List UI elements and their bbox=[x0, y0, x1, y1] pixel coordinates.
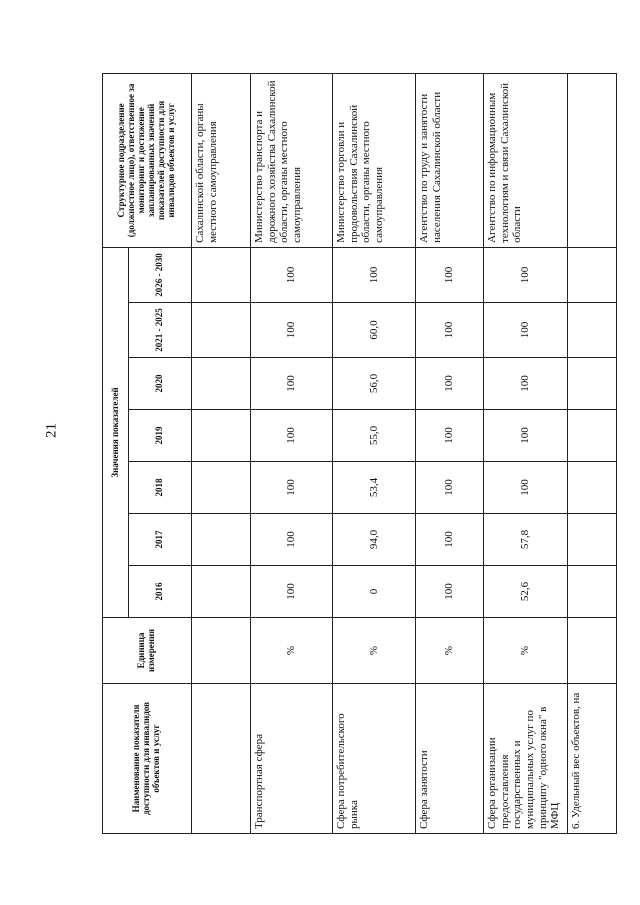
row-unit bbox=[568, 618, 617, 684]
row-value: 100 bbox=[484, 462, 568, 514]
row-value: 57,8 bbox=[484, 514, 568, 566]
row-value: 100 bbox=[416, 303, 484, 358]
row-value: 56,0 bbox=[333, 358, 416, 410]
row-value bbox=[192, 303, 251, 358]
table-row bbox=[251, 73, 333, 833]
row-name: Сфера занятости bbox=[416, 684, 484, 834]
row-value: 100 bbox=[251, 410, 333, 462]
table-row bbox=[568, 73, 617, 833]
row-name: Сфера потребительского рынка bbox=[333, 684, 416, 834]
row-name: Транспортная сфера bbox=[251, 684, 333, 834]
row-unit: % bbox=[251, 618, 333, 684]
row-value bbox=[568, 358, 617, 410]
row-unit bbox=[192, 618, 251, 684]
row-value: 94,0 bbox=[333, 514, 416, 566]
row-value: 100 bbox=[251, 566, 333, 618]
row-value: 100 bbox=[251, 303, 333, 358]
row-value bbox=[568, 462, 617, 514]
row-value: 100 bbox=[484, 358, 568, 410]
accessibility-indicators-table bbox=[102, 73, 617, 834]
row-value bbox=[568, 514, 617, 566]
row-value: 100 bbox=[333, 247, 416, 302]
row-value: 100 bbox=[416, 247, 484, 302]
page-number: 21 bbox=[43, 423, 60, 438]
row-unit: % bbox=[333, 618, 416, 684]
row-value bbox=[192, 462, 251, 514]
row-value bbox=[192, 358, 251, 410]
row-value: 100 bbox=[416, 566, 484, 618]
header-year: 2026 - 2030 bbox=[129, 247, 192, 302]
header-name: Наименование показателя доступности для инвалидов объектов и услуг bbox=[103, 684, 192, 834]
row-value: 52,6 bbox=[484, 566, 568, 618]
rotated-table-container bbox=[102, 74, 616, 834]
row-value: 100 bbox=[416, 358, 484, 410]
row-value: 100 bbox=[251, 514, 333, 566]
header-year: 2017 bbox=[129, 514, 192, 566]
row-value: 100 bbox=[484, 303, 568, 358]
row-value: 100 bbox=[251, 247, 333, 302]
header-year: 2021 - 2025 bbox=[129, 303, 192, 358]
row-value bbox=[568, 303, 617, 358]
row-value: 100 bbox=[484, 410, 568, 462]
table-row bbox=[416, 73, 484, 833]
header-year: 2016 bbox=[129, 566, 192, 618]
row-value bbox=[568, 410, 617, 462]
row-responsible: Сахалинской области, органы местного самоуправления bbox=[192, 73, 251, 247]
row-responsible: Агентство по труду и занятости населения Сахалинской области bbox=[416, 73, 484, 247]
row-value bbox=[568, 247, 617, 302]
row-responsible: Министерство торговли и продовольствия Сахалинской области, органы местного самоуправления bbox=[333, 73, 416, 247]
row-value: 0 bbox=[333, 566, 416, 618]
row-responsible bbox=[568, 73, 617, 247]
header-year: 2019 bbox=[129, 410, 192, 462]
row-value bbox=[192, 410, 251, 462]
row-name bbox=[192, 684, 251, 834]
row-value bbox=[192, 514, 251, 566]
row-value bbox=[192, 566, 251, 618]
table-row bbox=[484, 73, 568, 833]
row-value bbox=[192, 247, 251, 302]
row-unit: % bbox=[416, 618, 484, 684]
header-row-1 bbox=[103, 73, 129, 833]
header-unit: Единица измерения bbox=[103, 618, 192, 684]
row-value bbox=[568, 566, 617, 618]
header-year: 2018 bbox=[129, 462, 192, 514]
row-value: 100 bbox=[251, 462, 333, 514]
row-name: 6. Удельный вес объектов, на bbox=[568, 684, 617, 834]
row-value: 100 bbox=[416, 410, 484, 462]
header-values: Значения показателей bbox=[103, 247, 129, 617]
row-value: 55,0 bbox=[333, 410, 416, 462]
row-responsible: Агентство по информационным технологиям и связи Сахалинской области bbox=[484, 73, 568, 247]
table-row bbox=[333, 73, 416, 833]
header-year: 2020 bbox=[129, 358, 192, 410]
row-name: Сфера организации предоставления государственных и муниципальных услуг по принципу "одного окна" в МФЦ bbox=[484, 684, 568, 834]
header-responsible: Структурное подразделение (должностное лицо), ответственное за мониторинг и достижение запланированных значений показателей доступности для инвалидов объектов и услуг bbox=[103, 73, 192, 247]
table-row bbox=[192, 73, 251, 833]
row-unit: % bbox=[484, 618, 568, 684]
row-value: 100 bbox=[416, 462, 484, 514]
row-value: 100 bbox=[484, 247, 568, 302]
row-value: 60,0 bbox=[333, 303, 416, 358]
row-responsible: Министерство транспорта и дорожного хозяйства Сахалинской области, органы местного самоуправления bbox=[251, 73, 333, 247]
row-value: 53,4 bbox=[333, 462, 416, 514]
row-value: 100 bbox=[416, 514, 484, 566]
row-value: 100 bbox=[251, 358, 333, 410]
